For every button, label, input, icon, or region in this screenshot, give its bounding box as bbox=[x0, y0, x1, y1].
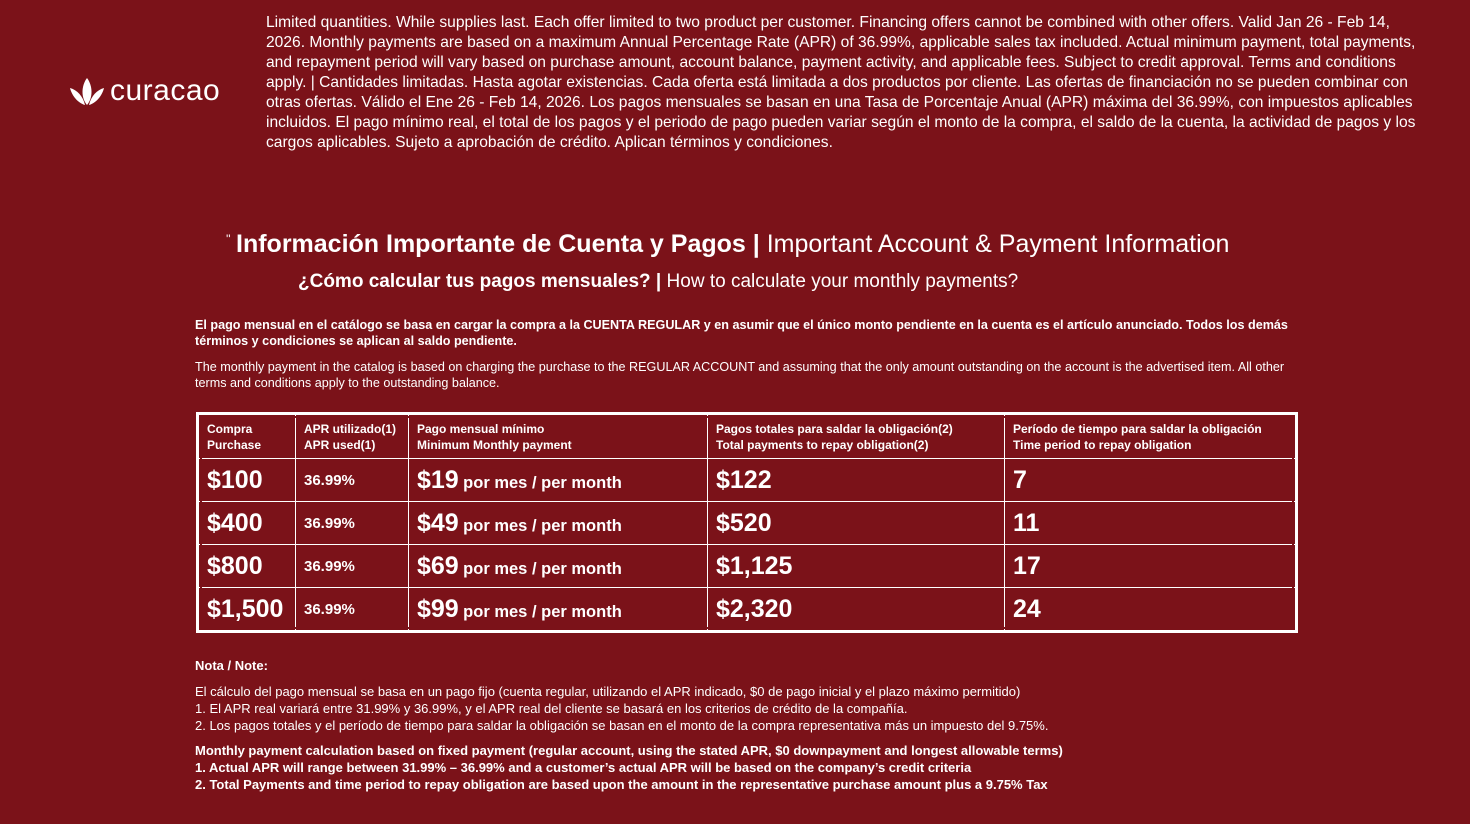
cell-apr: 36.99% bbox=[296, 502, 409, 545]
page-title bbox=[236, 228, 1229, 260]
title-es: Información Importante de Cuenta y Pagos | bbox=[236, 230, 760, 258]
cell-period: 17 bbox=[1005, 545, 1297, 588]
cell-total: $1,125 bbox=[708, 545, 1005, 588]
note-line: 2. Los pagos totales y el período de tiempo para saldar la obligación se basan en el monto de la compra representativa más un impuesto del 9.75%. bbox=[195, 718, 1049, 733]
notes-en bbox=[195, 742, 1295, 793]
table-row bbox=[198, 459, 1297, 502]
table-row bbox=[198, 502, 1297, 545]
cell-purchase: $400 bbox=[198, 502, 296, 545]
leaf-logo-icon bbox=[68, 76, 106, 106]
cell-total: $520 bbox=[708, 502, 1005, 545]
header-monthly: Pago mensual mínimo Minimum Monthly payment bbox=[409, 414, 708, 459]
quote-mark: '' bbox=[226, 232, 231, 246]
disclaimer-text: Limited quantities. While supplies last. Each offer limited to two product per customer. Financing offers cannot be combined with other offers. Valid Jan 26 - Feb 14, 2026. Monthly payments are based on a maximum Annual Percentage Rate (APR) of 36.99%, applicable sales tax included. Actual minimum payment, total payments, and repayment period will vary based on purchase amount, account balance, payment activity, and applicable fees. Subject to credit approval. Terms and conditions apply. | Cantidades limitadas. Hasta agotar existencias. Cada oferta está limitada a dos productos por cliente. Las ofertas de financiación no se pueden combinar con otras ofertas. Válido el Ene 26 - Feb 14, 2026. Los pagos mensuales se basan en una Tasa de Porcentaje Anual (APR) máxima del 36.99%, con impuestos aplicables incluidos. El pago mínimo real, el total de los pagos y el periodo de pago pueden variar según el monto de la compra, el saldo de la cuenta, la actividad de pagos y los cargos aplicables. Sujeto a aprobación de crédito. Aplican términos y condiciones. bbox=[266, 14, 1416, 151]
cell-monthly: $69 por mes / per month bbox=[409, 545, 708, 588]
header-total: Pagos totales para saldar la obligación(2) Total payments to repay obligation(2) bbox=[708, 414, 1005, 459]
cell-apr: 36.99% bbox=[296, 588, 409, 632]
header-apr: APR utilizado(1) APR used(1) bbox=[296, 414, 409, 459]
table-header-row bbox=[198, 414, 1297, 459]
table-row bbox=[198, 588, 1297, 632]
cell-total: $2,320 bbox=[708, 588, 1005, 632]
notes-es bbox=[195, 683, 1295, 734]
cell-apr: 36.99% bbox=[296, 545, 409, 588]
cell-period: 7 bbox=[1005, 459, 1297, 502]
table-row bbox=[198, 545, 1297, 588]
subtitle-en: How to calculate your monthly payments? bbox=[661, 271, 1019, 292]
cell-apr: 36.99% bbox=[296, 459, 409, 502]
cell-monthly: $99 por mes / per month bbox=[409, 588, 708, 632]
cell-monthly: $49 por mes / per month bbox=[409, 502, 708, 545]
note-line: 1. El APR real variará entre 31.99% y 36.99%, y el APR real del cliente se basará en los criterios de crédito de la compañía. bbox=[195, 701, 908, 716]
note-line: 1. Actual APR will range between 31.99% – 36.99% and a customer’s actual APR will be based on the company’s credit criteria bbox=[195, 760, 972, 775]
brand-name: curacao bbox=[110, 74, 221, 107]
subtitle-es: ¿Cómo calcular tus pagos mensuales? | bbox=[298, 271, 662, 292]
header-purchase: Compra Purchase bbox=[198, 414, 296, 459]
cell-purchase: $1,500 bbox=[198, 588, 296, 632]
notes-title: Nota / Note: bbox=[195, 658, 268, 673]
note-line: El cálculo del pago mensual se basa en un pago fijo (cuenta regular, utilizando el APR indicado, $0 de pago inicial y el plazo máximo permitido) bbox=[195, 684, 1021, 699]
page-subtitle bbox=[298, 269, 1018, 295]
cell-total: $122 bbox=[708, 459, 1005, 502]
cell-purchase: $100 bbox=[198, 459, 296, 502]
note-line: 2. Total Payments and time period to repay obligation are based upon the amount in the representative purchase amount plus a 9.75% Tax bbox=[195, 777, 1048, 792]
payment-table bbox=[196, 412, 1298, 633]
intro-en: The monthly payment in the catalog is based on charging the purchase to the REGULAR ACCOUNT and assuming that the only amount outstanding on the account is the advertised item. All other terms and conditions apply to the outstanding balance. bbox=[195, 360, 1285, 390]
cell-period: 11 bbox=[1005, 502, 1297, 545]
note-line: Monthly payment calculation based on fixed payment (regular account, using the stated APR, $0 downpayment and longest allowable terms) bbox=[195, 743, 1063, 758]
brand-logo bbox=[68, 76, 220, 106]
intro-es: El pago mensual en el catálogo se basa en cargar la compra a la CUENTA REGULAR y en asumir que el único monto pendiente en la cuenta es el artículo anunciado. Todos los demás términos y condiciones se aplican al saldo pendiente. bbox=[195, 318, 1288, 348]
cell-purchase: $800 bbox=[198, 545, 296, 588]
cell-period: 24 bbox=[1005, 588, 1297, 632]
cell-monthly: $19 por mes / per month bbox=[409, 459, 708, 502]
header-period: Período de tiempo para saldar la obligación Time period to repay obligation bbox=[1005, 414, 1297, 459]
title-en: Important Account & Payment Information bbox=[759, 230, 1230, 258]
